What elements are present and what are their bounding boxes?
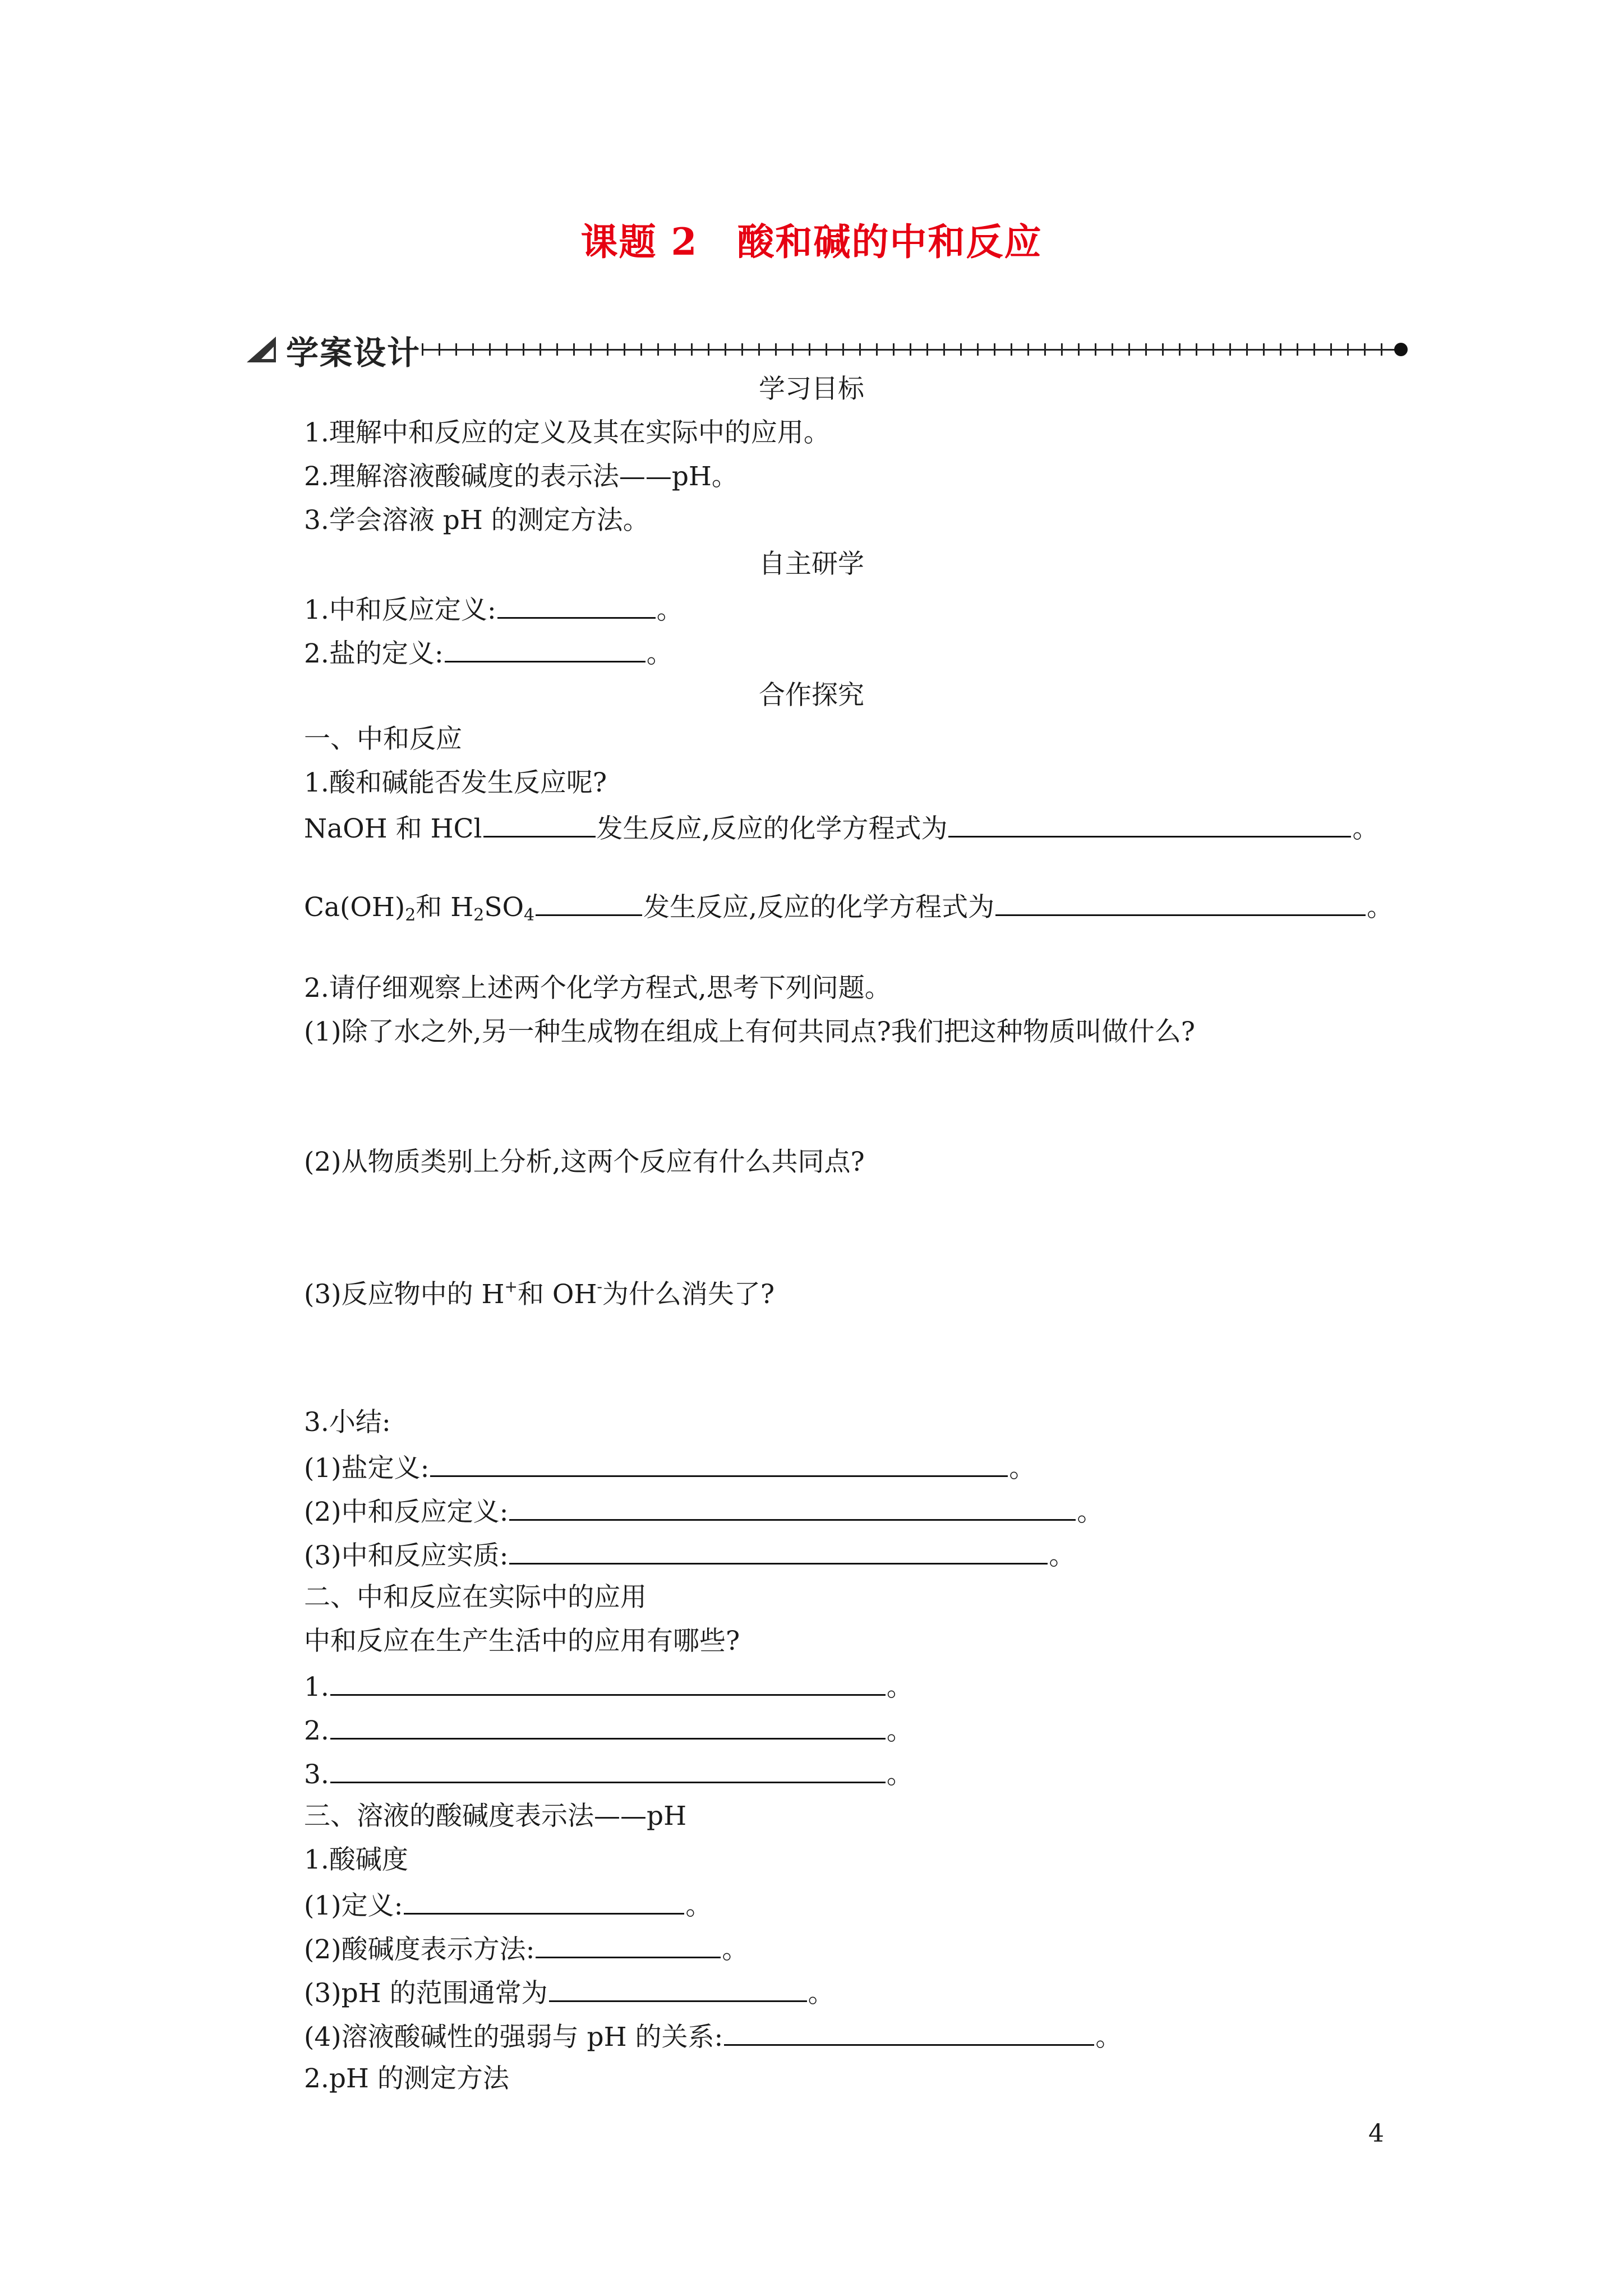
part2-item: 1. 。 [304, 1672, 913, 1703]
part3-heading: 三、溶液的酸碱度表示法——pH [304, 1801, 687, 1832]
part2-item: 3. 。 [304, 1759, 913, 1790]
part3-p1: (1)定义: 。 [304, 1890, 712, 1921]
caoh-h2so4-line: $Ca(OH)_2$和 $H_2SO_4$ 发生反应,反应的化学方程式为 。 [304, 892, 1394, 925]
banner-end-dot-icon [1394, 343, 1408, 356]
summary-1: (1)盐定义: 。 [304, 1453, 1036, 1484]
naoh-hcl-line: NaOH 和 HCl 发生反应,反应的化学方程式为 。 [304, 813, 1379, 844]
page-number: 4 [1368, 2119, 1384, 2148]
answer-blank[interactable] [445, 638, 645, 662]
answer-blank[interactable] [509, 1540, 1048, 1565]
goal-item: 1.理解中和反应的定义及其在实际中的应用。 [304, 417, 830, 448]
answer-blank[interactable] [948, 813, 1351, 838]
part3-sub1: 1.酸碱度 [304, 1844, 408, 1875]
banner-label: 学案设计 [286, 334, 421, 372]
answer-blank[interactable] [549, 1978, 807, 2002]
answer-blank[interactable] [430, 1453, 1008, 1477]
page-title [0, 212, 1623, 265]
part2-question: 中和反应在生产生活中的应用有哪些? [304, 1626, 740, 1657]
section-banner [247, 326, 1408, 371]
part1-heading: 一、中和反应 [304, 724, 462, 754]
goal-item: 3.学会溶液 pH 的测定方法。 [304, 505, 649, 536]
answer-blank[interactable] [509, 1497, 1076, 1521]
part1-q2-1: (1)除了水之外,另一种生成物在组成上有何共同点?我们把这种物质叫做什么? [304, 1016, 1195, 1047]
answer-blank[interactable] [536, 1934, 721, 1958]
part1-q2: 2.请仔细观察上述两个化学方程式,思考下列问题。 [304, 973, 891, 1004]
part3-p3: (3)pH 的范围通常为 。 [304, 1978, 834, 2009]
part2-item: 2. 。 [304, 1715, 913, 1746]
goals-heading: 学习目标 [759, 374, 864, 404]
answer-blank[interactable] [536, 892, 642, 916]
part1-q2-3: (3)反应物中的 H+和 OH-为什么消失了? [304, 1277, 775, 1310]
answer-blank[interactable] [995, 892, 1366, 916]
title-part1: 课题 2 [580, 220, 698, 264]
answer-blank[interactable] [330, 1672, 886, 1696]
part3-p4: (4)溶液酸碱性的强弱与 pH 的关系: 。 [304, 2022, 1122, 2053]
part3-sub2: 2.pH 的测定方法 [304, 2063, 509, 2094]
answer-blank[interactable] [404, 1890, 684, 1915]
title-part2: 酸和碱的中和反应 [737, 220, 1043, 264]
summary-heading: 3.小结: [304, 1407, 391, 1438]
part2-heading: 二、中和反应在实际中的应用 [304, 1582, 647, 1613]
answer-blank[interactable] [330, 1759, 886, 1783]
part1-q1: 1.酸和碱能否发生反应呢? [304, 767, 607, 798]
self-study-q1: 1.中和反应定义: 。 [304, 595, 683, 625]
self-study-heading: 自主研学 [759, 549, 864, 579]
answer-blank[interactable] [483, 813, 596, 838]
inquiry-heading: 合作探究 [759, 680, 864, 711]
answer-blank[interactable] [330, 1715, 886, 1740]
answer-blank[interactable] [497, 595, 656, 619]
goal-item: 2.理解溶液酸碱度的表示法——pH。 [304, 461, 738, 492]
part3-p2: (2)酸碱度表示方法: 。 [304, 1934, 749, 1965]
summary-3: (3)中和反应实质: 。 [304, 1540, 1076, 1571]
part1-q2-2: (2)从物质类别上分析,这两个反应有什么共同点? [304, 1147, 865, 1177]
answer-blank[interactable] [724, 2022, 1094, 2046]
self-study-q2: 2.盐的定义: 。 [304, 638, 673, 669]
summary-2: (2)中和反应定义: 。 [304, 1497, 1104, 1527]
